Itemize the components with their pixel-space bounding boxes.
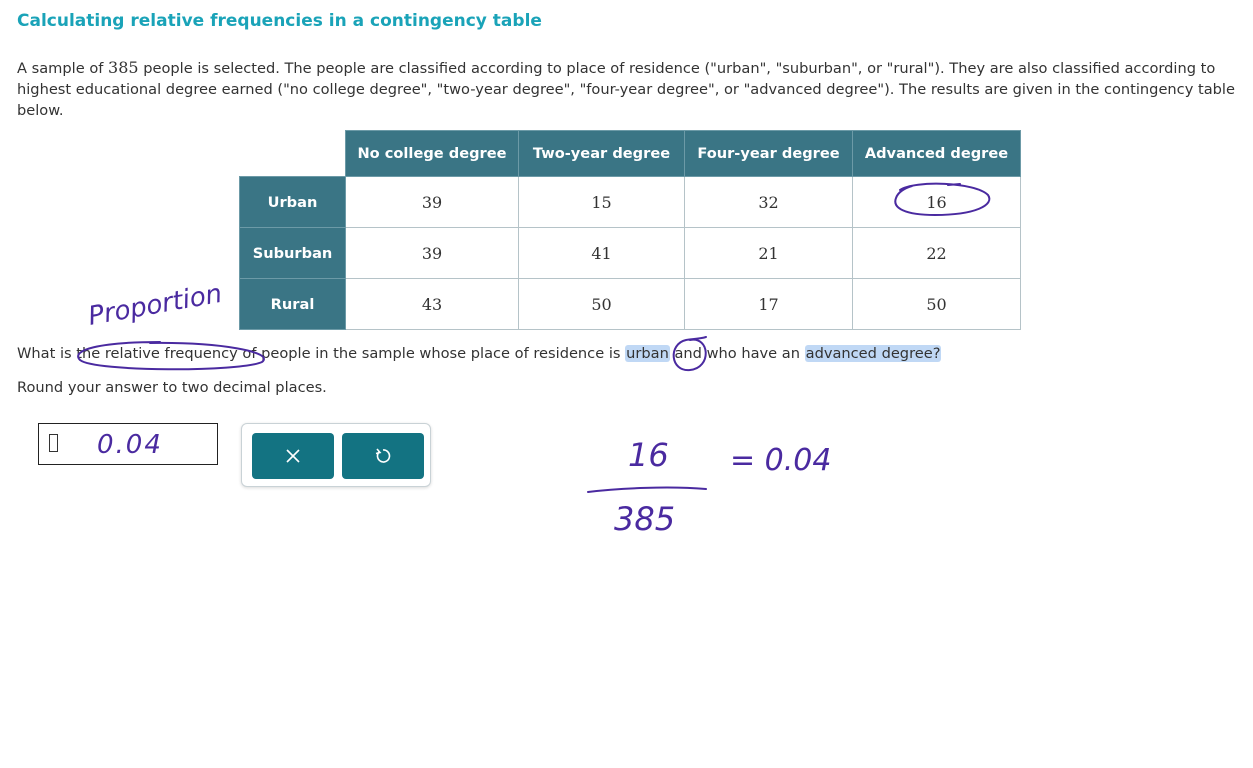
table-cell: 39 xyxy=(346,177,519,228)
column-header: Advanced degree xyxy=(853,131,1021,177)
table-row xyxy=(240,228,1021,279)
answer-button-panel xyxy=(241,423,431,487)
cursor-placeholder-icon xyxy=(49,434,58,452)
table-row xyxy=(240,279,1021,330)
row-header: Rural xyxy=(240,279,346,330)
table-cell: 32 xyxy=(685,177,853,228)
ink-fraction-line xyxy=(588,488,706,492)
intro-text-after: people is selected. The people are classified according to place of residence ("urban", "suburban", or "rural"). They are also classified according to highest educational degree earned ("no college degree", "two-year degree", "four-year degree", or "advanced degree"). The results are given in the contingency table below. xyxy=(17,60,1235,119)
sample-size: 385 xyxy=(108,58,139,77)
table-cell: 43 xyxy=(346,279,519,330)
question-part: who have an xyxy=(701,345,805,362)
row-header: Suburban xyxy=(240,228,346,279)
table-cell: 50 xyxy=(519,279,685,330)
close-icon xyxy=(285,448,301,464)
row-header: Urban xyxy=(240,177,346,228)
table-cell: 16 xyxy=(853,177,1021,228)
table-cell: 21 xyxy=(685,228,853,279)
ink-fraction-denominator: 385 xyxy=(614,500,676,538)
table-cell: 17 xyxy=(685,279,853,330)
clear-button[interactable] xyxy=(252,433,334,479)
table-row xyxy=(240,177,1021,228)
table-cell: 15 xyxy=(519,177,685,228)
page-title: Calculating relative frequencies in a contingency table xyxy=(17,11,542,31)
rounding-instruction: Round your answer to two decimal places. xyxy=(17,379,327,396)
table-cell: 41 xyxy=(519,228,685,279)
answer-input[interactable] xyxy=(38,423,218,465)
question-part: What is the relative frequency of people in the sample whose place of residence is xyxy=(17,345,626,362)
ink-proportion-note: Proportion xyxy=(86,278,225,332)
table-header-row xyxy=(240,131,1021,177)
table-cell: 50 xyxy=(853,279,1021,330)
intro-text-before: A sample of xyxy=(17,60,109,77)
problem-statement xyxy=(17,57,1243,121)
column-header: Two-year degree xyxy=(519,131,685,177)
answer-value: 0.04 xyxy=(97,430,163,460)
contingency-table xyxy=(239,130,1021,330)
column-header: Four-year degree xyxy=(685,131,853,177)
highlight-urban: urban xyxy=(626,345,669,362)
ink-fraction-result: = 0.04 xyxy=(730,443,832,478)
undo-icon xyxy=(374,447,392,465)
highlight-advanced-degree: advanced degree? xyxy=(805,345,941,362)
question-text xyxy=(17,345,941,362)
column-header: No college degree xyxy=(346,131,519,177)
undo-button[interactable] xyxy=(342,433,424,479)
table-corner xyxy=(240,131,346,177)
ink-fraction-numerator: 16 xyxy=(628,436,669,474)
table-cell: 39 xyxy=(346,228,519,279)
question-and: and xyxy=(674,345,702,362)
table-cell: 22 xyxy=(853,228,1021,279)
